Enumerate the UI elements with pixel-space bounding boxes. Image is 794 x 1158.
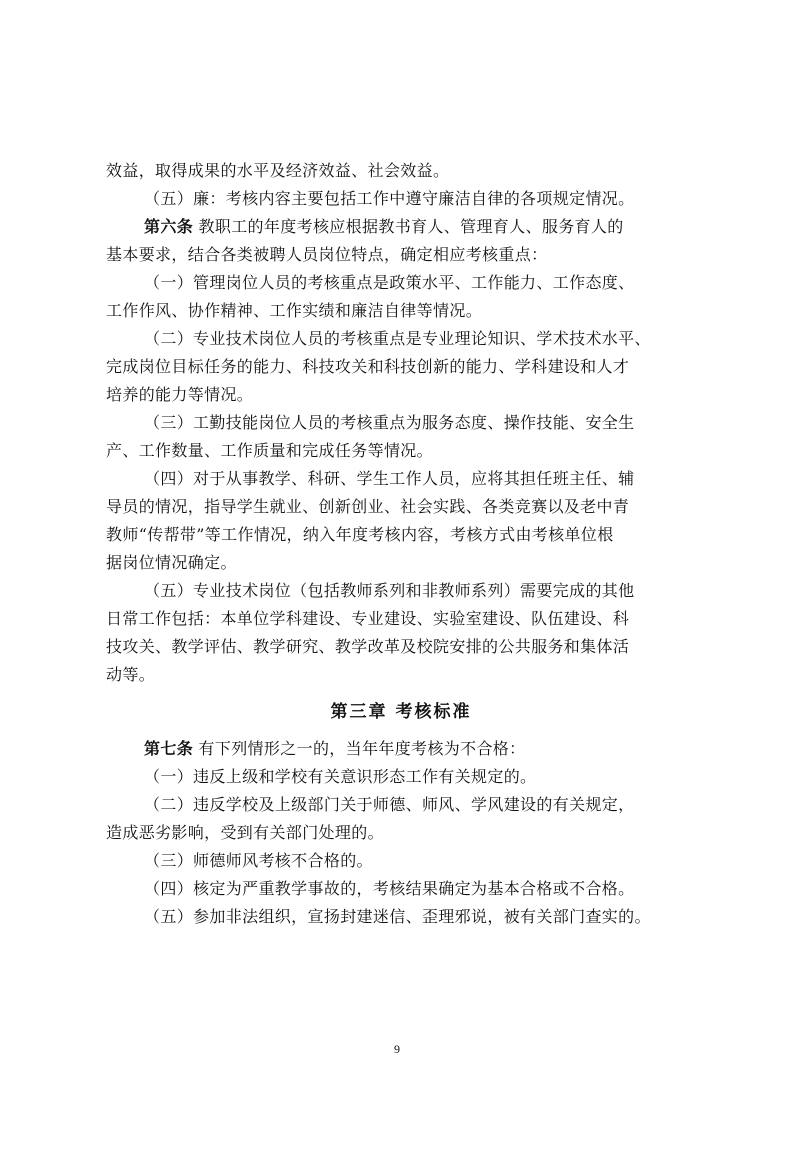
text-line: （二）专业技术岗位人员的考核重点是专业理论知识、学术技术水平、: [144, 329, 651, 348]
text-line: （二）违反学校及上级部门关于师德、师风、学风建设的有关规定，: [144, 795, 635, 814]
text-line: 据岗位情况确定。: [106, 553, 237, 572]
text-line: 导员的情况，指导学生就业、创新创业、社会实践、各类竞赛以及老中青: [106, 497, 630, 516]
text-line: （一）管理岗位人员的考核重点是政策水平、工作能力、工作态度、: [144, 273, 635, 292]
text-line: 教师“传帮带”等工作情况，纳入年度考核内容，考核方式由考核单位根: [106, 525, 614, 544]
text-line: （三）工勤技能岗位人员的考核重点为服务态度、操作技能、安全生: [144, 413, 635, 432]
text-line: （五）专业技术岗位（包括教师系列和非教师系列）需要完成的其他: [144, 581, 635, 600]
page-number: 9: [394, 1042, 400, 1056]
section-top: [106, 157, 696, 213]
text-line: （五）廉：考核内容主要包括工作中遵守廉洁自律的各项规定情况。: [144, 189, 635, 208]
article-6-line-2: 基本要求，结合各类被聘人员岗位特点，确定相应考核重点：: [106, 245, 548, 264]
document-body: [106, 157, 696, 931]
text-line: （一）违反上级和学校有关意识形态工作有关规定的。: [144, 767, 537, 786]
text-line: 工作作风、协作精神、工作实绩和廉洁自律等情况。: [106, 301, 483, 320]
article-7-text: 有下列情形之一的，当年年度考核为不合格：: [198, 739, 526, 758]
article-6-text-1: 教职工的年度考核应根据教书育人、管理育人、服务育人的: [198, 217, 624, 236]
text-line: 培养的能力等情况。: [106, 385, 254, 404]
text-line: 完成岗位目标任务的能力、科技攻关和科技创新的能力、学科建设和人才: [106, 357, 630, 376]
text-line: 造成恶劣影响，受到有关部门处理的。: [106, 823, 384, 842]
article-6-line-1: [106, 213, 696, 241]
text-line: 产、工作数量、工作质量和完成任务等情况。: [106, 441, 434, 460]
article-6-label: 第六条: [144, 217, 194, 236]
text-line: 动等。: [106, 665, 156, 684]
text-line: （五）参加非法组织，宣扬封建迷信、歪理邪说，被有关部门查实的。: [144, 907, 651, 926]
text-line: （三）师德师风考核不合格的。: [144, 851, 373, 870]
text-line: （四）核定为严重教学事故的，考核结果确定为基本合格或不合格。: [144, 879, 635, 898]
article-7-line: [106, 735, 696, 763]
section-bottom: [106, 763, 696, 931]
text-line: 技攻关、教学评估、教学研究、教学改革及校院安排的公共服务和集体活: [106, 637, 630, 656]
chapter-heading: 第三章 考核标准: [330, 702, 472, 722]
article-7-label: 第七条: [144, 739, 194, 758]
text-line: 日常工作包括：本单位学科建设、专业建设、实验室建设、队伍建设、科: [106, 609, 630, 628]
section-mid: [106, 269, 696, 689]
text-line: 效益，取得成果的水平及经济效益、社会效益。: [106, 161, 450, 180]
text-line: （四）对于从事教学、科研、学生工作人员，应将其担任班主任、辅: [144, 469, 635, 488]
